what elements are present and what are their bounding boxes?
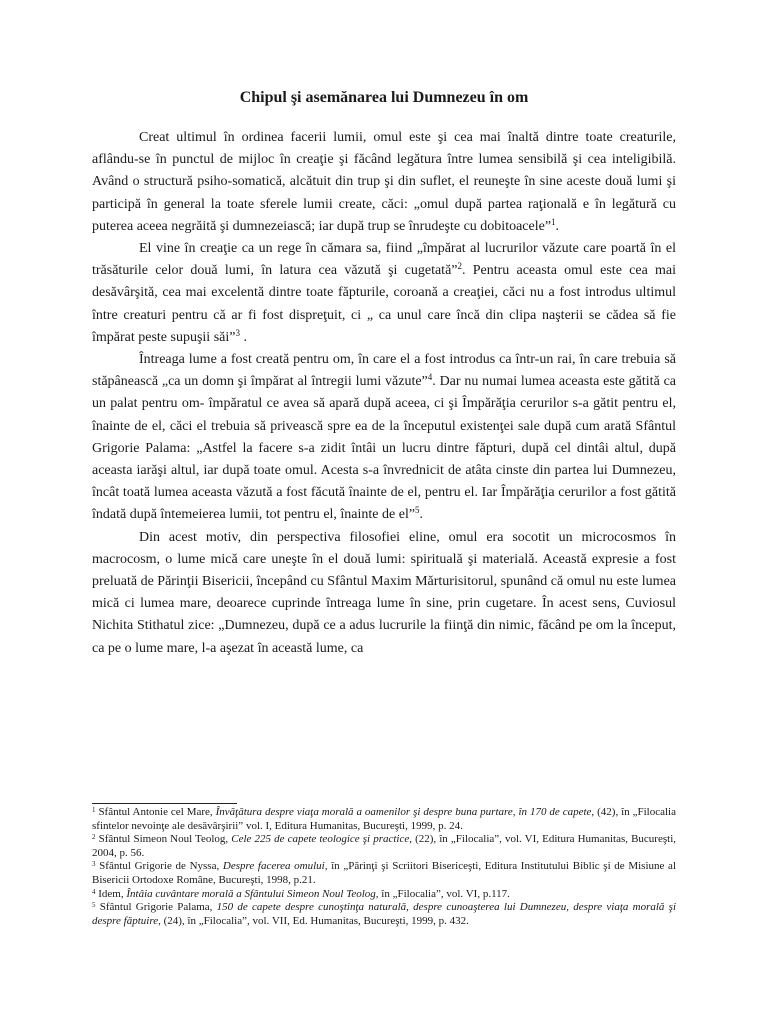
footnote-2: [92, 833, 676, 860]
footnote-work-title: Cele 225 de capete teologice şi practice: [231, 833, 410, 846]
footnote-5: [92, 901, 676, 928]
paragraph-1: [92, 127, 676, 238]
paragraph-text-cont: . Dar nu numai lumea aceasta este gătită ca un palat pentru om- împăratul ce avea să apară după aceea, ci şi Împărăţia cerurilor s-a gătit pentru el, înainte de el, căci el trebuia să privească spre ea de la începutul existenţei sale după cum arată Sfântul Grigorie Palama: „Astfel la facere s-a zidit întâi un lucru dintre făpturi, după cel dintâi altul, după aceasta iarăşi altul, iar după toate omul. Acesta s-a învrednicit de atâta cinste din partea lui Dumnezeu, încât toată lumea aceasta văzută a fost făcută înainte de el, pentru el. Iar Împărăţia cerurilor a fost gătită îndată după întemeierea lumii, tot pentru el, înainte de el”: [92, 374, 676, 523]
footnotes: [92, 806, 676, 928]
footnote-author: Idem,: [95, 887, 127, 900]
paragraph-text-cont: . Pentru aceasta omul este cea mai desăvârşită, cea mai excelentă dintre toate făpturile, coroană a creaţiei, căci nu a fost introdus ultimul între creaturi pentru că ar fi fost dispreţuit, ci „ ca unul care încă din clipa naşterii se cădea să fie împărat peste supuşii săi”: [92, 263, 677, 345]
footnote-work-title: Întâia cuvântare morală a Sfântului Simeon Noul Teolog,: [126, 887, 379, 900]
body-text: [92, 127, 676, 660]
footnote-number: 2: [92, 833, 96, 842]
footnote-author: Sfântul Grigorie de Nyssa,: [95, 860, 223, 873]
paragraph-3: [92, 349, 676, 527]
paragraph-tail: .: [555, 218, 560, 234]
footnote-source: , (22), în „Filocalia”, vol. VI, Editura Humanitas, Bucureşti, 2004, p. 56.: [92, 833, 676, 859]
footnote-source: în „Părinţi şi Scriitori Bisericeşti, Editura Institutului Biblic şi de Misiune al Bisericii Ortodoxe Române, Bucureşti, 1998, p.21.: [92, 860, 676, 886]
footnote-author: Sfântul Antonie cel Mare,: [95, 806, 216, 818]
footnote-source: (24), în „Filocalia”, vol. VII, Ed. Humanitas, Bucureşti, 1999, p. 432.: [160, 914, 469, 927]
footnote-work-title: 150 de capete despre cunoştinţa naturală, despre cunoaşterea lui Dumnezeu, despre viaţa morală şi despre făptuire,: [92, 901, 676, 927]
footnote-number: 3: [92, 860, 96, 869]
footnote-1: [92, 806, 676, 833]
paragraph-text: Întreaga lume a fost creată pentru om, în care el a fost introdus ca într-un rai, în care trebuia să stăpânească „ca un domn şi împărat al întregii lumi văzute”: [92, 352, 676, 390]
footnote-ref-5: 5: [415, 505, 420, 516]
footnote-number: 5: [92, 901, 96, 910]
paragraph-tail: .: [419, 507, 424, 523]
paragraph-2: [92, 238, 676, 349]
footnote-number: 4: [92, 887, 96, 896]
footnote-ref-4: 4: [427, 372, 433, 383]
footnote-source: în „Filocalia”, vol. VI, p.117.: [378, 887, 510, 900]
footnote-ref-1: 1: [551, 216, 556, 227]
footnote-author: Sfântul Simeon Noul Teolog,: [95, 833, 232, 846]
footnote-ref-2: 2: [457, 261, 462, 272]
paragraph-text: El vine în creaţie ca un rege în cămara sa, fiind „împărat al lucrurilor văzute care poartă în el trăsăturile celor două lumi, în latura cea văzută şi cugetată”: [92, 241, 676, 279]
footnote-work-title: Învăţătura despre viaţa morală a oamenilor şi despre buna purtare, în 170 de capete: [215, 806, 592, 818]
page-title: Chipul şi asemănarea lui Dumnezeu în om: [239, 89, 529, 106]
footnote-work-title: Despre facerea omului,: [222, 860, 328, 873]
footnote-source: , (42), în „Filocalia sfintelor nevoinţe ale desăvârşirii” vol. I, Editura Humanitas, Bucureşti, 1999, p. 24.: [92, 806, 676, 832]
footnote-3: [92, 860, 676, 887]
paragraph-tail: .: [239, 329, 247, 345]
footnote-ref-3: 3: [235, 327, 240, 338]
paragraph-4: [92, 527, 676, 660]
paragraph-text: Din acest motiv, din perspectiva filosofiei eline, omul era socotit un microcosmos în macrocosm, o lume mică care uneşte în el două lumi: spirituală şi materială. Această expresie a fost preluată de Părinţii Bisericii, începând cu Sfântul Maxim Mărturisitorul, spunând că omul nu este lumea mică ci lumea mare, deoarece cuprinde întreaga lume în sine, prin cugetare. În acest sens, Cuviosul Nichita Stithatul zice: „Dumnezeu, după ce a adus lucrurile la fiinţă din nimic, făcând pe om la început, ca pe o lume mare, l-a aşezat în această lume, ca: [92, 529, 676, 656]
footnote-author: Sfântul Grigorie Palama,: [95, 901, 217, 914]
footnote-4: [92, 888, 676, 902]
footnote-number: 1: [92, 806, 96, 814]
footnote-separator: [92, 803, 237, 804]
paragraph-text: Creat ultimul în ordinea facerii lumii, omul este şi cea mai înaltă dintre toate creaturile, aflându-se în punctul de mijloc în creaţie şi făcând legătura între lumea sensibilă şi cea inteligibilă. Având o structură psiho-somatică, alcătuit din trup şi din suflet, el reuneşte în sine aceste două lumi şi participă în general la toate sferele lumii create, căci: „omul după partea raţională e în legătură cu puterea aceea negrăită şi dumnezeiască; iar după trup se înrudeşte cu dobitoacele”: [92, 130, 676, 234]
